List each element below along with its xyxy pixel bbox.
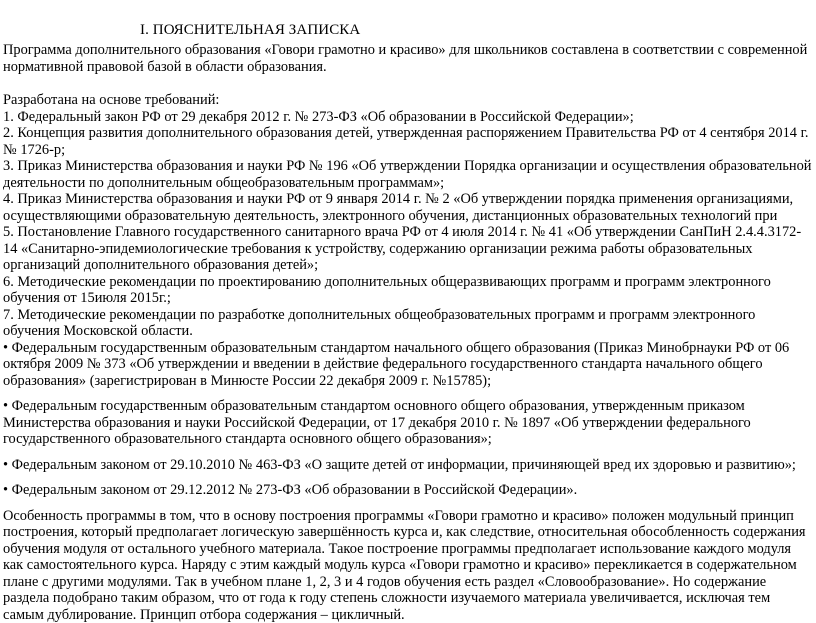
requirement-item: 2. Концепция развития дополнительного образования детей, утвержденная распоряжением Правительства РФ от 4 сентября 2014 г. № 1726-р; (3, 125, 813, 158)
spacer (3, 448, 813, 457)
requirement-item: 3. Приказ Министерства образования и науки РФ № 196 «Об утверждении Порядка организации и осуществления образовательной деятельности по дополнительным общеобразовательным программам»; (3, 158, 813, 191)
document-heading: I. ПОЯСНИТЕЛЬНАЯ ЗАПИСКА (140, 22, 360, 39)
document-body (3, 42, 813, 623)
bullet-item: • Федеральным законом от 29.12.2012 № 273-ФЗ «Об образовании в Российской Федерации». (3, 482, 813, 499)
requirement-item: 5. Постановление Главного государственного санитарного врача РФ от 4 июля 2014 г. № 41 «Об утверждении СанПиН 2.4.4.3172-14 «Санитарно-эпидемиологические требования к устройству, содержанию организации режима работы образовательных организаций дополнительного образования детей»; (3, 224, 813, 274)
requirements-title: Разработана на основе требований: (3, 92, 813, 109)
requirement-item: 7. Методические рекомендации по разработке дополнительных общеобразовательных программ и программ электронного обучения Московской области. (3, 307, 813, 340)
intro-paragraph: Программа дополнительного образования «Говори грамотно и красиво» для школьников составлена в соответствии с современной нормативной правовой базой в области образования. (3, 42, 813, 75)
bullet-item: • Федеральным государственным образовательным стандартом начального общего образования (Приказ Минобрнауки РФ от 06 октября 2009 № 373 «Об утверждении и введении в действие федерального государственного стандарта начального общего образования» (зарегистрирован в Минюсте России 22 декабря 2009 г. №15785); (3, 340, 813, 390)
requirement-item: 6. Методические рекомендации по проектированию дополнительных общеразвивающих программ и программ электронного обучения от 15июля 2015г.; (3, 274, 813, 307)
requirement-item: 1. Федеральный закон РФ от 29 декабря 2012 г. № 273-ФЗ «Об образовании в Российской Федерации»; (3, 109, 813, 126)
spacer (3, 473, 813, 482)
spacer (3, 389, 813, 398)
bullet-item: • Федеральным законом от 29.10.2010 № 463-ФЗ «О защите детей от информации, причиняющей вред их здоровью и развитию»; (3, 457, 813, 474)
bullet-item: • Федеральным государственным образовательным стандартом основного общего образования, утвержденным приказом Министерства образования и науки Российской Федерации, от 17 декабря 2010 г. № 1897 «Об утверждении федерального государственного образовательного стандарта основного общего образования»; (3, 398, 813, 448)
spacer (3, 499, 813, 508)
closing-paragraph: Особенность программы в том, что в основу построения программы «Говори грамотно и красиво» положен модульный принцип построения, который предполагает логическую завершённость курса и, как следствие, относительная обособленность содержания обучения модуля от остального учебного материала. Такое построение программы предполагает использование каждого модуля как самостоятельного курса. Наряду с этим каждый модуль курса «Говори грамотно и красиво» перекликается в содержательном плане с другими модулями. Так в учебном плане 1, 2, 3 и 4 годов обучения есть раздел «Словообразование». Но содержание раздела подобрано таким образом, что от года к году степень сложности изучаемого материала увеличивается, исключая тем самым дублирование. Принцип отбора содержания – цикличный. (3, 508, 813, 623)
spacer (3, 75, 813, 92)
requirement-item: 4. Приказ Министерства образования и науки РФ от 9 января 2014 г. № 2 «Об утверждении порядка применения организациями, осуществляющими образовательную деятельность, электронного обучения, дистанционных образовательных технологий при (3, 191, 813, 224)
